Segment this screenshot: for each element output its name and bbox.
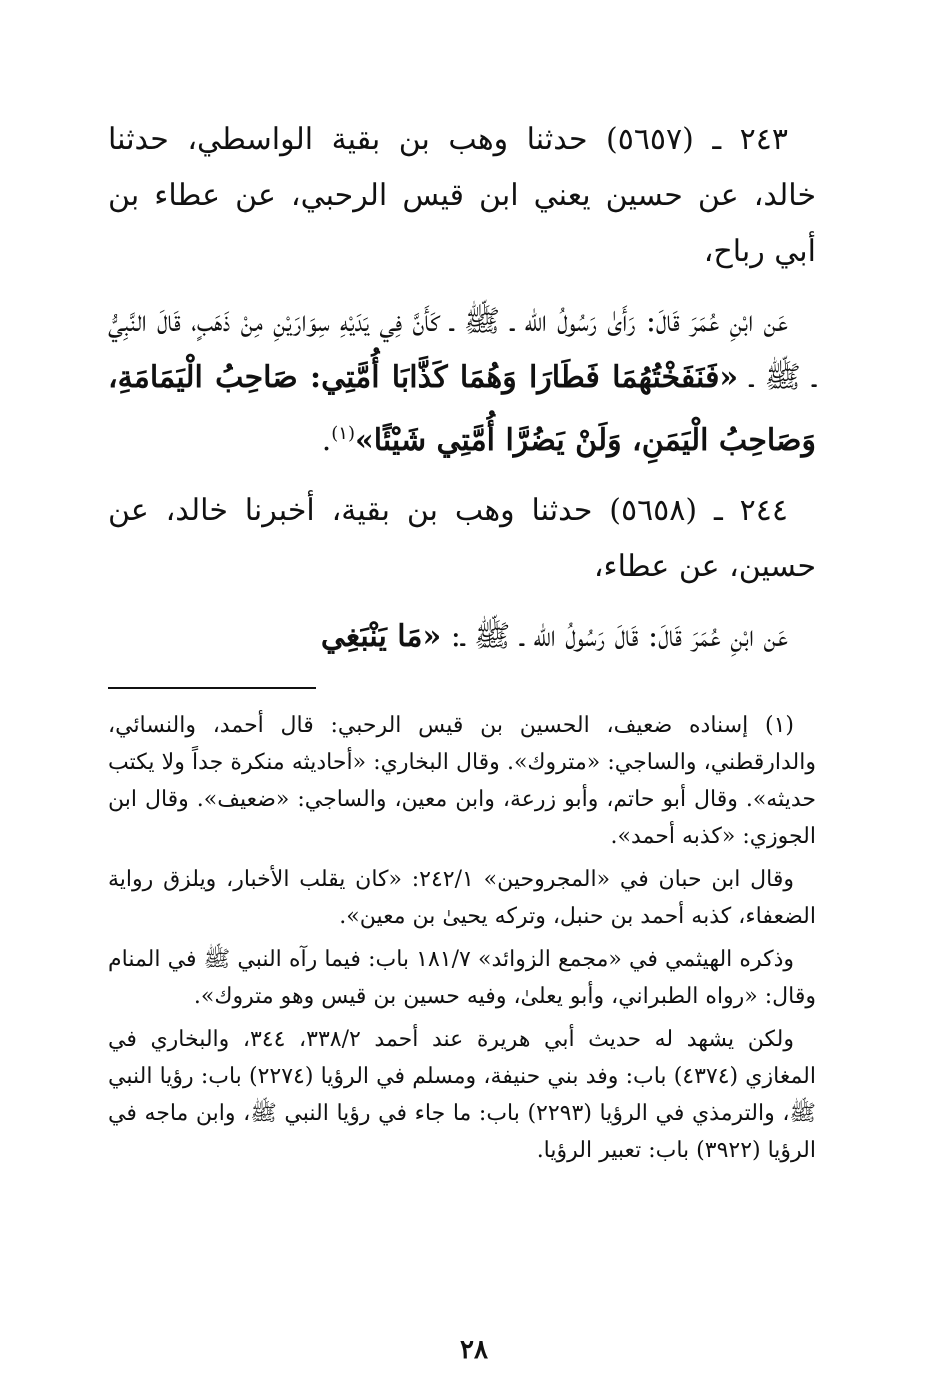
hadith-243-chain: ٢٤٣ ـ (٥٦٥٧) حدثنا وهب بن بقية الواسطي، حدثنا خالد، عن حسين يعني ابن قيس الرحبي، عن عطاء بن أبي رباح،	[108, 122, 816, 269]
footnote-separator	[108, 687, 316, 689]
main-text	[108, 112, 816, 665]
page-number: ٢٨	[460, 1335, 488, 1365]
footnote-reference: (١)	[331, 423, 355, 444]
hadith-243-intro: عَن ابْنِ عُمَرَ قَالَ: رَأَىٰ رَسُولُ الله ـ ﷺ ـ كَأَنَّ فِي يَدَيْهِ سِوَارَيْنِ مِنْ ذَهَبٍ، قَالَ النَّبِيُّ ـ ﷺ ـ	[108, 304, 816, 395]
footnote-witness: ولكن يشهد له حديث أبي هريرة عند أحمد ٣٣٨/٢، ٣٤٤، والبخاري في المغازي (٤٣٧٤) باب: وفد بني حنيفة، ومسلم في الرؤيا (٢٢٧٤) باب: رؤيا النبي ﷺ، والترمذي في الرؤيا (٢٢٩٣) باب: ما جاء في رؤيا النبي ﷺ، وابن ماجه في الرؤيا (٣٩٢٢) باب: تعبير الرؤيا.	[108, 1027, 817, 1163]
footnotes	[108, 707, 816, 1169]
hadith-244-text: «مَا يَنْبَغِي	[320, 619, 442, 654]
hadith-243-body	[108, 294, 816, 469]
hadith-244-chain: ٢٤٤ ـ (٥٦٥٨) حدثنا وهب بن بقية، أخبرنا خالد، عن حسين، عن عطاء،	[108, 493, 816, 584]
footnote-ibn-hibban: وقال ابن حبان في «المجروحين» ٢٤٢/١: «كان يقلب الأخبار، ويلزق رواية الضعفاء، كذبه أحمد بن حنبل، وتركه يحيىٰ بن معين».	[108, 867, 816, 929]
footnote-haythami: وذكره الهيثمي في «مجمع الزوائد» ١٨١/٧ باب: فيما رآه النبي ﷺ في المنام وقال: «رواه الطبراني، وأبو يعلىٰ، وفيه حسين بن قيس وهو متروك».	[108, 947, 816, 1009]
page-content	[108, 112, 816, 1313]
hadith-243-text: «فَنَفَخْتُهُمَا فَطَارَا وَهُمَا كَذَّابَا أُمَّتِي: صَاحِبُ الْيَمَامَةِ، وَصَاحِبُ الْيَمَنِ، وَلَنْ يَضُرَّا أُمَّتِي شَيْئًا»	[108, 360, 816, 458]
hadith-243-end: .	[321, 423, 332, 458]
footnote-1: (١) إسناده ضعيف، الحسين بن قيس الرحبي: قال أحمد، والنسائي، والدارقطني، والساجي: «متروك». وقال البخاري: «أحاديثه منكرة جداً ولا يكتب حديثه». وقال أبو حاتم، وأبو زرعة، وابن معين، والساجي: «ضعيف». وقال ابن الجوزي: «كذبه أحمد».	[108, 713, 816, 849]
hadith-244-intro: عَن ابْنِ عُمَرَ قَالَ: قَالَ رَسُولُ الله ـ ﷺ ـ:	[441, 619, 788, 654]
hadith-244-body	[108, 609, 816, 665]
